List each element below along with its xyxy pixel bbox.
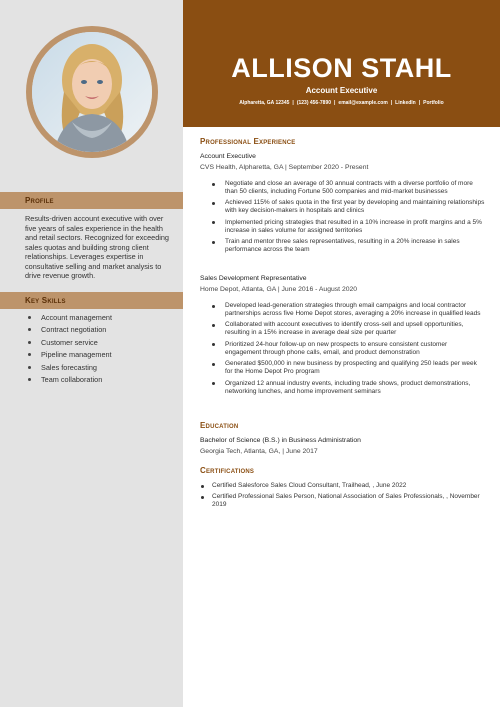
job-bullet: Developed lead-generation strategies through email campaigns and local contractor partnerships across five Home Depot stores, averaging a 20% increase in qualified leads	[200, 302, 485, 318]
profile-summary: Results-driven account executive with over five years of sales experience in the health and retail sectors. Recognized for exceeding sales quotas and building strong client relationships. Leverages expertise in consultative selling and market analysis to drive revenue growth.	[25, 214, 169, 280]
job-bullet: Implemented pricing strategies that resulted in a 10% increase in profit margins and a 5% increase in sales volume for assigned territories	[200, 219, 485, 235]
header-banner	[183, 0, 500, 127]
candidate-title: Account Executive	[305, 86, 378, 95]
separator: |	[390, 100, 393, 106]
job-org: CVS Health, Alpharetta, GA | September 2020 - Present	[200, 164, 369, 171]
contact-email[interactable]: email@example.com	[338, 100, 388, 106]
education-degree: Bachelor of Science (B.S.) in Business Administration	[200, 437, 361, 444]
contact-address: Alpharetta, GA 12345	[239, 100, 290, 106]
skill-item: Customer service	[25, 338, 112, 350]
certifications-heading: Certifications	[200, 466, 255, 475]
contact-line	[183, 100, 500, 106]
job-role: Sales Development Representative	[200, 275, 307, 282]
profile-photo-frame	[26, 26, 158, 158]
contact-linkedin[interactable]: LinkedIn	[395, 100, 416, 106]
skill-item: Account management	[25, 313, 112, 325]
certifications-list	[200, 482, 485, 513]
job-role: Account Executive	[200, 153, 256, 160]
separator: |	[418, 100, 421, 106]
skills-heading-band	[0, 292, 183, 309]
job-bullet: Prioritized 24-hour follow-up on new prospects to ensure consistent customer engagement through phone calls, email, and product demonstration	[200, 341, 485, 357]
job-bullet: Organized 12 annual industry events, including trade shows, product demonstrations, networking lunches, and home improvement seminars	[200, 380, 485, 396]
skill-item: Sales forecasting	[25, 363, 112, 375]
education-heading: Education	[200, 421, 239, 430]
job-bullets	[200, 302, 485, 399]
job-bullet: Generated $500,000 in new business by prospecting and qualifying 250 leads per week for the Home Depot Pro program	[200, 360, 485, 376]
job-bullets	[200, 180, 485, 258]
profile-heading: Profile	[25, 196, 54, 205]
profile-photo	[32, 32, 152, 152]
skills-list	[25, 313, 112, 387]
job-bullet: Train and mentor three sales representatives, resulting in a 20% increase in sales performance across the team	[200, 238, 485, 254]
separator: |	[292, 100, 294, 106]
profile-photo-image	[32, 32, 152, 152]
skill-item: Pipeline management	[25, 350, 112, 362]
skill-item: Contract negotiation	[25, 325, 112, 337]
job-org: Home Depot, Atlanta, GA | June 2016 - August 2020	[200, 286, 358, 293]
certification-item: Certified Professional Sales Person, National Association of Sales Professionals, , November 2019	[200, 493, 485, 509]
contact-phone: (123) 456-7890	[296, 100, 332, 106]
skill-item: Team collaboration	[25, 375, 112, 387]
certification-item: Certified Salesforce Sales Cloud Consultant, Trailhead, , June 2022	[200, 482, 485, 490]
separator: |	[334, 100, 336, 106]
profile-heading-band	[0, 192, 183, 209]
skills-heading: Key Skills	[25, 296, 66, 305]
candidate-name: ALLISON STAHL	[231, 53, 452, 83]
education-school: Georgia Tech, Atlanta, GA, | June 2017	[200, 448, 318, 455]
job-bullet: Negotiate and close an average of 30 annual contracts with a diverse portfolio of more than 50 clients, including Fortune 500 companies and mid-market businesses	[200, 180, 485, 196]
experience-heading: Professional Experience	[200, 137, 296, 146]
contact-portfolio[interactable]: Portfolio	[423, 100, 444, 106]
job-bullet: Collaborated with account executives to identify cross-sell and upsell opportunities, resulting in a 15% increase in average deal size per quarter	[200, 321, 485, 337]
job-bullet: Achieved 115% of sales quota in the first year by developing and maintaining relationships with key decision-makers in hospitals and clinics	[200, 199, 485, 215]
